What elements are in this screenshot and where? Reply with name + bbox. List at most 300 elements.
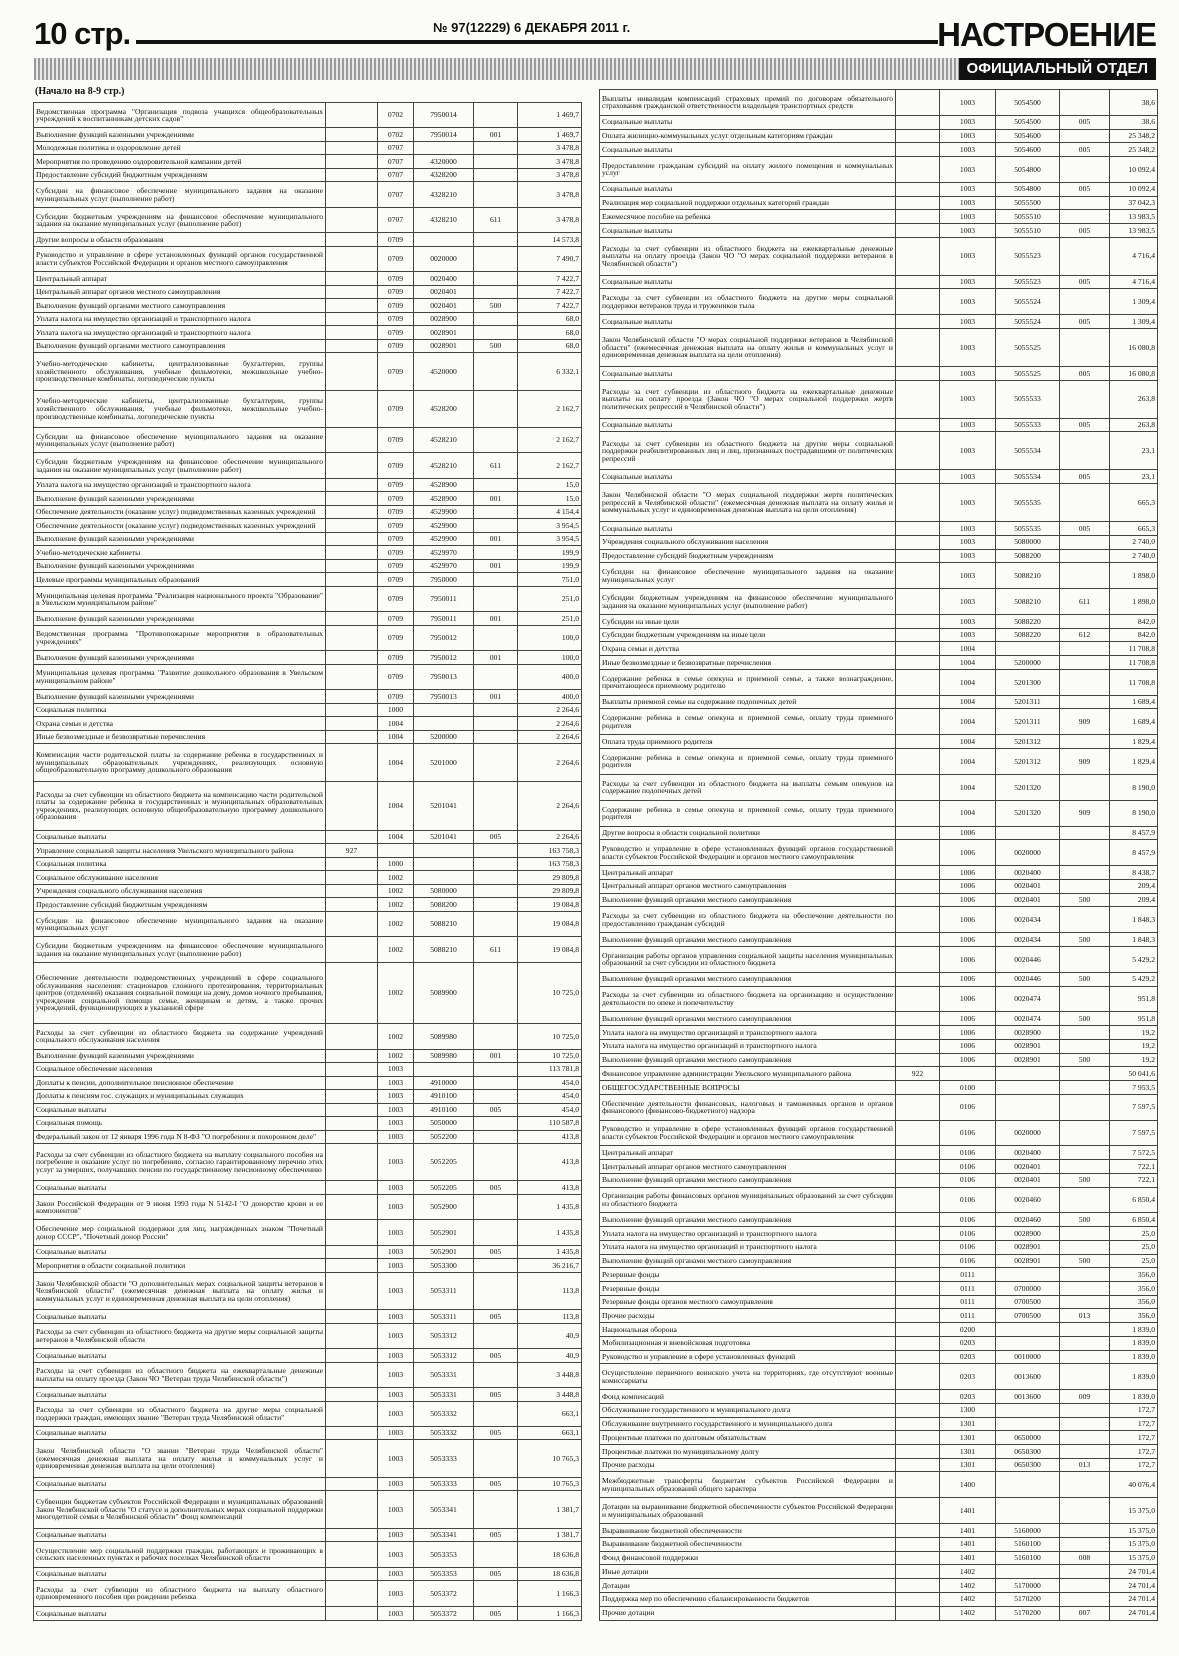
- row-name: Центральный аппарат органов местного самоуправления: [600, 879, 896, 893]
- section-code: 1004: [940, 656, 996, 670]
- amount: 40 076,4: [1110, 1472, 1158, 1498]
- budget-row: [34, 1090, 582, 1104]
- target-article: 5160100: [996, 1551, 1060, 1565]
- row-name: Учреждения социального обслуживания населения: [600, 535, 896, 549]
- section-code: 1006: [940, 826, 996, 840]
- expense-type: 001: [474, 128, 518, 142]
- amount: 263,8: [1110, 380, 1158, 418]
- row-name: Уплата налога на имущество организаций и транспортного налога: [600, 1026, 896, 1040]
- expense-type: [1060, 1431, 1110, 1445]
- budget-row: [600, 367, 1158, 381]
- section-code: 1006: [940, 986, 996, 1012]
- target-article: 5053332: [414, 1426, 474, 1440]
- row-name: Выполнение функций органами местного самоуправления: [600, 1012, 896, 1026]
- amount: 1 839,0: [1110, 1390, 1158, 1404]
- amount: 951,8: [1110, 986, 1158, 1012]
- row-name: Социальные выплаты: [600, 315, 896, 329]
- amount: 113 781,8: [518, 1063, 582, 1077]
- budget-row: [600, 1431, 1158, 1445]
- section-code: 1003: [940, 522, 996, 536]
- expense-type: [474, 1581, 518, 1606]
- target-article: 5201311: [996, 695, 1060, 709]
- amount: 10 765,3: [518, 1440, 582, 1477]
- target-article: [996, 1565, 1060, 1579]
- expense-type: 007: [1060, 1606, 1110, 1620]
- dept-code: [896, 380, 940, 418]
- row-name: Поддержка мер по обеспечению сбалансированности бюджетов: [600, 1592, 896, 1606]
- budget-row: [600, 1472, 1158, 1498]
- expense-type: [1060, 484, 1110, 522]
- target-article: 4910000: [414, 1076, 474, 1090]
- section-code: 1003: [940, 418, 996, 432]
- amount: 16 080,8: [1110, 367, 1158, 381]
- amount: 1 435,8: [518, 1194, 582, 1219]
- dept-code: [896, 893, 940, 907]
- amount: 110 587,8: [518, 1117, 582, 1131]
- target-article: 0650300: [996, 1458, 1060, 1472]
- target-article: 0020446: [996, 972, 1060, 986]
- budget-row: [34, 246, 582, 271]
- row-name: Доплаты к пенсиям гос. служащих и муниципальных служащих: [34, 1090, 326, 1104]
- dept-code: [896, 535, 940, 549]
- row-name: Субсидии на иные цели: [600, 615, 896, 629]
- row-name: Реализация мер социальной поддержки отдельных категорий граждан: [600, 196, 896, 210]
- row-name: Охрана семьи и детства: [600, 642, 896, 656]
- budget-row: [34, 871, 582, 885]
- section-code: 0709: [378, 299, 414, 313]
- expense-type: 500: [474, 339, 518, 353]
- dept-code: [326, 168, 378, 182]
- section-code: 0709: [378, 233, 414, 247]
- target-article: 5055533: [996, 380, 1060, 418]
- section-code: 1003: [378, 1245, 414, 1259]
- target-article: [996, 1268, 1060, 1282]
- amount: 1 381,7: [518, 1528, 582, 1542]
- dept-code: [326, 586, 378, 611]
- target-article: 5054500: [996, 115, 1060, 129]
- budget-row: [34, 703, 582, 717]
- section-code: 1003: [378, 1491, 414, 1528]
- expense-type: [1060, 1350, 1110, 1364]
- amount: 19,2: [1110, 1039, 1158, 1053]
- row-name: Субсидии бюджетным учреждениям на финансовое обеспечение муниципального задания на оказание муниципальных услуг (выполнение работ): [600, 589, 896, 615]
- section-code: 1003: [378, 1272, 414, 1309]
- section-code: 1301: [940, 1458, 996, 1472]
- amount: 1 839,0: [1110, 1336, 1158, 1350]
- dept-code: [896, 1445, 940, 1459]
- budget-row: [600, 470, 1158, 484]
- budget-row: [600, 418, 1158, 432]
- section-code: 1004: [378, 730, 414, 744]
- expense-type: [474, 962, 518, 1023]
- section-code: 0100: [940, 1080, 996, 1094]
- amount: 172,7: [1110, 1431, 1158, 1445]
- dept-code: [896, 289, 940, 315]
- target-article: [414, 871, 474, 885]
- expense-type: [1060, 615, 1110, 629]
- target-article: [996, 1403, 1060, 1417]
- expense-type: 500: [1060, 1173, 1110, 1187]
- row-name: Мобилизационная и вневойсковая подготовка: [600, 1336, 896, 1350]
- section-code: 1004: [378, 830, 414, 844]
- row-name: Социальные выплаты: [34, 1528, 326, 1542]
- row-name: Уплата налога на имущество организаций и транспортного налога: [600, 1240, 896, 1254]
- row-name: Субвенции бюджетам субъектов Российской Федерации и муниципальных образований Закон Челябинской области "О статусе и дополнительных мерах социальной поддержки многодетной семьи в Челябинской области" Фонд компенсаций: [34, 1491, 326, 1528]
- target-article: 0020401: [996, 879, 1060, 893]
- row-name: Расходы за счет субвенции из областного бюджета на другие меры социальной поддержки ветеранов труда и тружеников тыла: [600, 289, 896, 315]
- row-name: Предоставление субсидий бюджетным учреждениям: [600, 549, 896, 563]
- row-name: Расходы за счет субвенции из областного бюджета на выплаты семьям опекунов на содержание подопечных детей: [600, 774, 896, 800]
- expense-type: [474, 519, 518, 533]
- expense-type: 500: [1060, 1012, 1110, 1026]
- budget-row: [34, 1477, 582, 1491]
- row-name: Социальные выплаты: [600, 115, 896, 129]
- dept-code: [326, 1049, 378, 1063]
- dept-code: [326, 744, 378, 781]
- target-article: 0013600: [996, 1390, 1060, 1404]
- row-name: Выполнение функций органами местного самоуправления: [34, 339, 326, 353]
- target-article: 0700500: [996, 1295, 1060, 1309]
- dept-code: [896, 129, 940, 143]
- row-name: Расходы за счет субвенции из областного бюджета на компенсацию части родительской платы за содержание ребенка в государственных и муниципальных образовательных учреждениях, реализующих основную общеобразовательную программу дошкольного образования: [34, 781, 326, 830]
- budget-row: [34, 492, 582, 506]
- budget-row: [600, 1094, 1158, 1120]
- row-name: Выравнивание бюджетной обеспеченности: [600, 1524, 896, 1538]
- section-code: 1006: [940, 972, 996, 986]
- target-article: 0020000: [996, 1120, 1060, 1146]
- expense-type: [1060, 1323, 1110, 1337]
- section-code: 0106: [940, 1173, 996, 1187]
- expense-type: [474, 744, 518, 781]
- dept-code: [326, 830, 378, 844]
- target-article: 5089900: [414, 962, 474, 1023]
- target-article: 5088210: [996, 589, 1060, 615]
- dept-code: [896, 1458, 940, 1472]
- amount: 3 478,8: [518, 207, 582, 232]
- row-name: Социальные выплаты: [600, 470, 896, 484]
- target-article: 7950012: [414, 625, 474, 650]
- section-code: 1002: [378, 1024, 414, 1049]
- budget-row: [600, 589, 1158, 615]
- section-code: 1006: [940, 946, 996, 972]
- row-name: Расходы за счет субвенции из областного бюджета на ежеквартальные денежные выплаты на оплату проезда (Закон ЧО "О мерах социальной поддержки ветеранов в Челябинской области"): [600, 237, 896, 275]
- row-name: Учебно-методические кабинеты: [34, 546, 326, 560]
- budget-row: [600, 1565, 1158, 1579]
- amount: 25 348,2: [1110, 129, 1158, 143]
- target-article: 5053300: [414, 1259, 474, 1273]
- expense-type: [1060, 1282, 1110, 1296]
- expense-type: [1060, 946, 1110, 972]
- row-name: Выполнение функций казенными учреждениями: [34, 612, 326, 626]
- budget-row: [34, 1323, 582, 1348]
- section-code: 1004: [940, 800, 996, 826]
- section-code: 1004: [940, 749, 996, 775]
- dept-code: [896, 589, 940, 615]
- row-name: Социальные выплаты: [34, 1181, 326, 1195]
- budget-row: [600, 669, 1158, 695]
- target-article: [996, 1336, 1060, 1350]
- target-article: 0028900: [996, 1026, 1060, 1040]
- expense-type: [1060, 1268, 1110, 1282]
- budget-row: [34, 844, 582, 858]
- budget-row: [600, 1173, 1158, 1187]
- section-code: 1004: [940, 669, 996, 695]
- budget-row: [600, 893, 1158, 907]
- dept-code: [896, 946, 940, 972]
- row-name: Выполнение функций казенными учреждениями: [34, 651, 326, 665]
- budget-row: [34, 690, 582, 704]
- dept-code: [896, 90, 940, 116]
- section-code: 1006: [940, 1053, 996, 1067]
- budget-row: [600, 774, 1158, 800]
- amount: 50 041,6: [1110, 1067, 1158, 1081]
- row-name: Центральный аппарат: [600, 866, 896, 880]
- expense-type: 005: [474, 1606, 518, 1620]
- expense-type: [474, 103, 518, 128]
- row-name: Резервные фонды органов местного самоуправления: [600, 1295, 896, 1309]
- target-article: 5055535: [996, 484, 1060, 522]
- target-article: 4529970: [414, 559, 474, 573]
- budget-row: [34, 664, 582, 689]
- expense-type: [1060, 535, 1110, 549]
- target-article: [414, 857, 474, 871]
- section-code: 1004: [940, 709, 996, 735]
- dept-code: [896, 522, 940, 536]
- section-code: 1003: [378, 1063, 414, 1077]
- dept-code: [896, 1146, 940, 1160]
- amount: 3 954,5: [518, 532, 582, 546]
- amount: 1 829,4: [1110, 735, 1158, 749]
- section-code: 1003: [940, 549, 996, 563]
- target-article: 0028901: [414, 339, 474, 353]
- amount: 2 264,6: [518, 781, 582, 830]
- budget-row: [34, 326, 582, 340]
- budget-row: [34, 1024, 582, 1049]
- dept-code: [896, 1417, 940, 1431]
- dept-code: [896, 1094, 940, 1120]
- dept-code: [896, 549, 940, 563]
- budget-table-right: [599, 89, 1158, 1621]
- amount: 24 701,4: [1110, 1565, 1158, 1579]
- budget-row: [600, 866, 1158, 880]
- amount: 663,1: [518, 1401, 582, 1426]
- expense-type: [1060, 1160, 1110, 1174]
- amount: 10 765,3: [518, 1477, 582, 1491]
- amount: 38,6: [1110, 115, 1158, 129]
- budget-row: [600, 1213, 1158, 1227]
- row-name: Социальные выплаты: [34, 1349, 326, 1363]
- budget-row: [600, 1282, 1158, 1296]
- target-article: 7950014: [414, 103, 474, 128]
- expense-type: [1060, 1094, 1110, 1120]
- expense-type: 005: [474, 1528, 518, 1542]
- target-article: 0028901: [996, 1039, 1060, 1053]
- target-article: 0020460: [996, 1213, 1060, 1227]
- section-code: 0709: [378, 312, 414, 326]
- amount: 1 839,0: [1110, 1350, 1158, 1364]
- dept-code: [326, 911, 378, 936]
- expense-type: [474, 911, 518, 936]
- target-article: 4910100: [414, 1090, 474, 1104]
- row-name: Социальные выплаты: [600, 522, 896, 536]
- dept-code: [896, 1323, 940, 1337]
- dept-code: [896, 615, 940, 629]
- row-name: Обеспечение деятельности финансовых, налоговых и таможенных органов и органов финансового (финансово-бюджетного) надзора: [600, 1094, 896, 1120]
- expense-type: [474, 390, 518, 427]
- budget-row: [600, 735, 1158, 749]
- expense-type: [1060, 237, 1110, 275]
- amount: 24 701,4: [1110, 1592, 1158, 1606]
- target-article: 7950000: [414, 573, 474, 587]
- budget-row: [600, 1227, 1158, 1241]
- amount: 15 375,0: [1110, 1498, 1158, 1524]
- expense-type: 611: [474, 453, 518, 478]
- expense-type: [474, 1090, 518, 1104]
- amount: 413,8: [518, 1130, 582, 1144]
- row-name: Охрана семьи и детства: [34, 717, 326, 731]
- section-code: 1402: [940, 1579, 996, 1593]
- expense-type: [1060, 1295, 1110, 1309]
- budget-row: [600, 1067, 1158, 1081]
- budget-row: [600, 933, 1158, 947]
- amount: 663,1: [518, 1426, 582, 1440]
- row-name: Компенсация части родительской платы за содержание ребенка в государственных и муниципальных образовательных учреждениях, реализующих основную общеобразовательную программу дошкольного образования: [34, 744, 326, 781]
- row-name: Молодежная политика и оздоровление детей: [34, 141, 326, 155]
- dept-code: [326, 505, 378, 519]
- amount: 3 448,8: [518, 1388, 582, 1402]
- dept-code: [326, 898, 378, 912]
- dept-code: [896, 695, 940, 709]
- dept-code: [896, 1403, 940, 1417]
- expense-type: [1060, 1364, 1110, 1390]
- amount: 3 478,8: [518, 141, 582, 155]
- target-article: [996, 642, 1060, 656]
- row-name: Организация работы финансовых органов муниципальных образований за счет субсидии из областного бюджета: [600, 1187, 896, 1213]
- row-name: Дотации на выравнивание бюджетной обеспеченности субъектов Российской Федерации и муниципальных образований: [600, 1498, 896, 1524]
- budget-row: [34, 128, 582, 142]
- section-code: 0707: [378, 168, 414, 182]
- target-article: [996, 1323, 1060, 1337]
- row-name: Расходы за счет субвенции из областного бюджета на обеспечение деятельности по предоставлению гражданам субсидий: [600, 907, 896, 933]
- budget-row: [34, 353, 582, 390]
- expense-type: [474, 573, 518, 587]
- section-code: 0106: [940, 1120, 996, 1146]
- target-article: 5080000: [414, 884, 474, 898]
- budget-row: [34, 612, 582, 626]
- row-name: Процентные платежи по муниципальному долгу: [600, 1445, 896, 1459]
- row-name: Центральный аппарат: [34, 272, 326, 286]
- target-article: 5055534: [996, 432, 1060, 470]
- amount: 1 848,3: [1110, 907, 1158, 933]
- expense-type: [474, 703, 518, 717]
- dept-code: [326, 207, 378, 232]
- amount: 19 084,8: [518, 911, 582, 936]
- expense-type: [474, 717, 518, 731]
- budget-row: [600, 615, 1158, 629]
- budget-row: [600, 1458, 1158, 1472]
- expense-type: 005: [474, 1181, 518, 1195]
- budget-row: [600, 143, 1158, 157]
- row-name: Руководство и управление в сфере установленных функций органов государственной власти субъектов Российской Федерации и органов местного самоуправления: [600, 1120, 896, 1146]
- row-name: Расходы за счет субвенции из областного бюджета на организацию и осуществление деятельности по опеке и попечительству: [600, 986, 896, 1012]
- target-article: 4528210: [414, 453, 474, 478]
- expense-type: [1060, 1080, 1110, 1094]
- budget-row: [600, 1390, 1158, 1404]
- budget-row: [600, 115, 1158, 129]
- section-code: 0106: [940, 1227, 996, 1241]
- budget-row: [34, 1440, 582, 1477]
- row-name: Другие вопросы в области образования: [34, 233, 326, 247]
- dept-code: [896, 1268, 940, 1282]
- budget-row: [34, 478, 582, 492]
- dept-code: [896, 800, 940, 826]
- amount: 68,0: [518, 339, 582, 353]
- target-article: 0020400: [996, 866, 1060, 880]
- row-name: Закон Челябинской области "О мерах социальной поддержки жертв политических репрессий в Челябинской области" (ежемесячная денежная выплата на оплату жилья и коммунальных услуг и единовременная денежная выплата на цели отопления): [600, 484, 896, 522]
- budget-row: [34, 857, 582, 871]
- expense-type: 005: [474, 1477, 518, 1491]
- budget-row: [600, 642, 1158, 656]
- section-code: 1301: [940, 1445, 996, 1459]
- amount: 1 839,0: [1110, 1364, 1158, 1390]
- row-name: Социальные выплаты: [600, 275, 896, 289]
- expense-type: [474, 428, 518, 453]
- budget-row: [34, 1567, 582, 1581]
- section-code: 1003: [378, 1440, 414, 1477]
- section-code: 1003: [378, 1477, 414, 1491]
- target-article: [996, 826, 1060, 840]
- row-name: Содержание ребенка в семье опекуна и приемной семье, оплату труда приемного родителя: [600, 800, 896, 826]
- row-name: Руководство и управление в сфере установленных функций: [600, 1350, 896, 1364]
- row-name: Социальные выплаты: [34, 1426, 326, 1440]
- section-code: 1402: [940, 1592, 996, 1606]
- target-article: 5170200: [996, 1606, 1060, 1620]
- dept-code: [896, 1187, 940, 1213]
- target-article: 5201320: [996, 774, 1060, 800]
- dept-code: [326, 1528, 378, 1542]
- expense-type: 005: [474, 1245, 518, 1259]
- row-name: Ведомственная программа "Противопожарные мероприятия в образовательных учреждениях": [34, 625, 326, 650]
- row-name: Расходы за счет субвенции из областного бюджета на другие меры социальной поддержки реабилитированных лиц и лиц, признанных пострадавшими от политических репрессий: [600, 432, 896, 470]
- target-article: 5089980: [414, 1024, 474, 1049]
- expense-type: 005: [1060, 143, 1110, 157]
- section-code: 1003: [378, 1090, 414, 1104]
- budget-row: [34, 285, 582, 299]
- target-article: 0700000: [996, 1282, 1060, 1296]
- section-code: 0709: [378, 272, 414, 286]
- budget-row: [600, 656, 1158, 670]
- dept-code: [326, 690, 378, 704]
- target-article: 5201311: [996, 709, 1060, 735]
- dept-code: [896, 367, 940, 381]
- amount: 7 490,7: [518, 246, 582, 271]
- expense-type: [474, 1076, 518, 1090]
- row-name: Социальные выплаты: [600, 224, 896, 238]
- dept-code: [896, 1565, 940, 1579]
- section-code: 0709: [378, 246, 414, 271]
- target-article: 0020446: [996, 946, 1060, 972]
- expense-type: 005: [1060, 315, 1110, 329]
- expense-type: [1060, 1579, 1110, 1593]
- row-name: Выполнение функций казенными учреждениями: [34, 690, 326, 704]
- target-article: 5088210: [996, 563, 1060, 589]
- target-article: 5052200: [414, 1130, 474, 1144]
- dept-code: [896, 1524, 940, 1538]
- dept-code: [326, 1426, 378, 1440]
- dept-code: [326, 1477, 378, 1491]
- amount: 8 457,9: [1110, 826, 1158, 840]
- target-article: 5160000: [996, 1524, 1060, 1538]
